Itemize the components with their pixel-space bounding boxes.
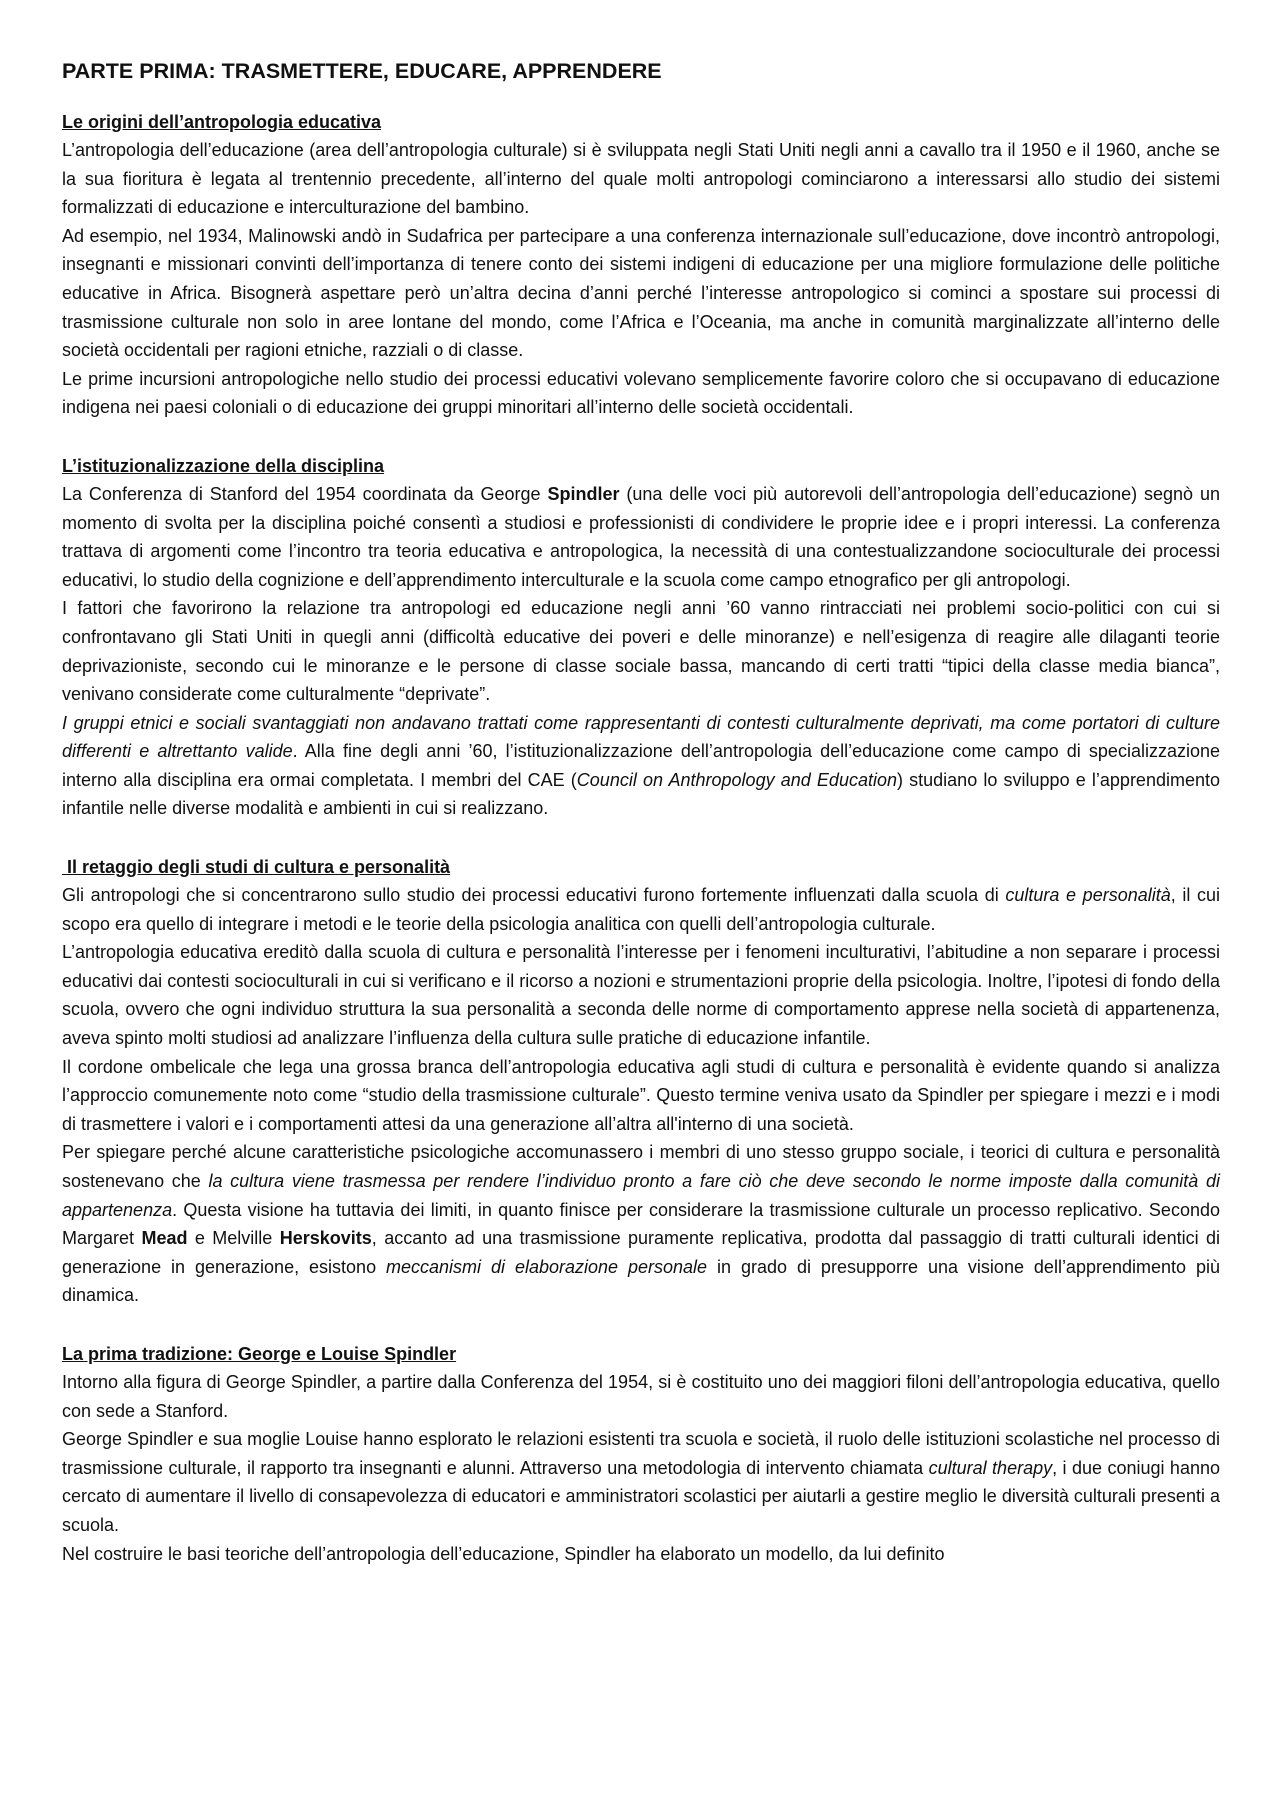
italic-text: la cultura viene trasmessa per rendere l’individuo pronto a fare ciò che deve secondo le norme imposte dalla comunità di appartenenza [62, 1171, 1220, 1220]
section [62, 452, 1220, 823]
bold-text: Herskovits [279, 1228, 372, 1249]
italic-text: Council on Anthropology and Education [576, 769, 897, 790]
document-title: PARTE PRIMA: TRASMETTERE, EDUCARE, APPRENDERE [62, 59, 662, 83]
paragraph [62, 881, 1220, 938]
section [62, 108, 1220, 422]
italic-text: I gruppi etnici e sociali svantaggiati non andavano trattati come rappresentanti di contesti culturalmente deprivati, ma come portatori di culture differenti e altrettanto valide [62, 712, 1220, 762]
text-run: Le origini dell’antropologia educativa [62, 112, 382, 132]
paragraph [62, 1053, 1220, 1139]
italic-text: meccanismi di elaborazione personale [386, 1256, 708, 1277]
italic-text: cultura e personalità [1005, 885, 1171, 906]
text-run: I fattori che favorirono la relazione tra antropologi ed educazione negli anni ’60 vanno rintracciati nei problemi socio-politici con cui si confrontavano gli Stati Uniti in quegli anni (difficoltà educative dei poveri e delle minoranze) e nell’esigenza di reagire alle dilaganti teorie deprivazioniste, secondo cui le minoranze e le persone di classe sociale bassa, mancando di certi tratti “tipici della classe media bianca”, venivano considerate come culturalmente “deprivate”. [62, 598, 1220, 705]
text-run: , i due coniugi hanno cercato di aumentare il livello di consapevolezza di educatori e amministratori scolastici per aiutarli a gestire meglio le diversità culturali presenti a scuola. [62, 1457, 1220, 1535]
section-heading [62, 853, 1220, 881]
text-run: . Alla fine degli anni ’60, l’istituzionalizzazione dell’antropologia dell’educazione come campo di specializzazione interno alla disciplina era ormai completata. I membri del CAE ( [62, 741, 1220, 790]
paragraph [62, 136, 1220, 222]
document-body [62, 108, 1220, 1568]
section-heading [62, 108, 1220, 136]
section [62, 1340, 1220, 1568]
text-run: L’antropologia educativa ereditò dalla scuola di cultura e personalità l’interesse per i fenomeni inculturativi, l’abitudine a non separare i processi educativi dai contesti socioculturali in cui si verificano e il ricorso a nozioni e strumentazioni proprie della psicologia. Inoltre, l’ipotesi di fondo della scuola, ovvero che ogni individuo struttura la sua personalità a seconda delle norme di comportamento apprese nella società di appartenenza, aveva spinto molti studiosi ad analizzare l’influenza della cultura sulle pratiche di educazione infantile. [62, 942, 1220, 1049]
italic-text: cultural therapy [928, 1457, 1053, 1478]
text-run: ) studiano lo sviluppo e l’apprendimento infantile nelle diverse modalità e ambienti in cui si realizzano. [62, 769, 1220, 819]
text-run: , il cui scopo era quello di integrare i metodi e le teorie della psicologia analitica con quelli dell’antropologia culturale. [62, 885, 1220, 934]
text-run: , accanto ad una trasmissione puramente replicativa, prodotta dal passaggio di tratti culturali identici di generazione in generazione, esistono [62, 1228, 1221, 1277]
paragraph [62, 1425, 1220, 1539]
text-run: Intorno alla figura di George Spindler, a partire dalla Conferenza del 1954, si è costituito uno dei maggiori filoni dell’antropologia educativa, quello con sede a Stanford. [62, 1371, 1220, 1421]
text-run: George Spindler e sua moglie Louise hanno esplorato le relazioni esistenti tra scuola e società, il ruolo delle istituzioni scolastiche nel processo di trasmissione culturale, il rapporto tra insegnanti e alunni. Attraverso una metodologia di intervento chiamata [62, 1429, 1220, 1478]
paragraph [62, 938, 1220, 1052]
bold-text: Spindler [547, 483, 620, 504]
text-run: Ad esempio, nel 1934, Malinowski andò in Sudafrica per partecipare a una conferenza internazionale sull’educazione, dove incontrò antropologi, insegnanti e missionari convinti dell’importanza di tenere conto dei sistemi indigeni di educazione per una migliore formulazione delle politiche educative in Africa. Bisognerà aspettare però un’altra decina d’anni perché l’interesse antropologico si cominci a spostare sui processi di trasmissione culturale non solo in aree lontane del mondo, come l’Africa e l’Oceania, ma anche in comunità marginalizzate all’interno delle società occidentali per ragioni etniche, razziali o di classe. [62, 225, 1220, 361]
paragraph [62, 480, 1220, 594]
text-run: L’antropologia dell’educazione (area dell’antropologia culturale) si è sviluppata negli Stati Uniti negli anni a cavallo tra il 1950 e il 1960, anche se la sua fioritura è legata al trentennio precedente, all’interno del quale molti antropologi cominciarono a interessarsi allo studio dei sistemi formalizzati di educazione e interculturazione del bambino. [62, 140, 1220, 218]
section-heading [62, 452, 1220, 480]
section-heading [62, 1340, 1220, 1368]
paragraph [62, 222, 1220, 365]
text-run: in grado di presupporre una visione dell’apprendimento più dinamica. [62, 1256, 1220, 1306]
paragraph [62, 365, 1220, 422]
paragraph [62, 594, 1220, 708]
text-run: L’istituzionalizzazione della disciplina [62, 455, 385, 476]
text-run: Il cordone ombelicale che lega una grossa branca dell’antropologia educativa agli studi di cultura e personalità è evidente quando si analizza l’approccio comunemente noto come “studio della trasmissione culturale”. Questo termine veniva usato da Spindler per spiegare i mezzi e i modi di trasmettere i valori e i comportamenti attesi da una generazione all’altra all'interno di una società. [62, 1056, 1220, 1134]
text-run: e Melville [187, 1228, 280, 1249]
text-run: Per spiegare perché alcune caratteristiche psicologiche accomunassero i membri di uno stesso gruppo sociale, i teorici di cultura e personalità sostenevano che [62, 1142, 1220, 1191]
text-run: . Questa visione ha tuttavia dei limiti, in quanto finisce per considerare la trasmissione culturale un processo replicativo. Secondo Margaret [62, 1199, 1220, 1249]
section [62, 853, 1220, 1310]
text-run: Gli antropologi che si concentrarono sullo studio dei processi educativi furono fortemente influenzati dalla scuola di [62, 885, 1006, 906]
italic-text: cultura e personalità [274, 857, 451, 878]
text-run: Nel costruire le basi teoriche dell’antropologia dell’educazione, Spindler ha elaborato un modello, da lui definito [62, 1543, 945, 1564]
text-run: La prima tradizione: George e Louise Spindler [62, 1343, 457, 1364]
paragraph [62, 1368, 1220, 1425]
text-run: La Conferenza di Stanford del 1954 coordinata da George [62, 483, 548, 504]
text-run: (una delle voci più autorevoli dell’antropologia dell’educazione) segnò un momento di svolta per la disciplina poiché consentì a studiosi e professionisti di condividere le proprie idee e i propri interessi. La conferenza trattava di argomenti come l’incontro tra teoria educativa e antropologica, la necessità di una contestualizzandone socioculturale dei processi educativi, lo studio della cognizione e dell’apprendimento interculturale e la scuola come campo etnografico per gli antropologi. [62, 483, 1220, 590]
text-run: Le prime incursioni antropologiche nello studio dei processi educativi volevano semplicemente favorire coloro che si occupavano di educazione indigena nei paesi coloniali o di educazione dei gruppi minoritari all’interno delle società occidentali. [62, 368, 1220, 418]
paragraph [62, 1138, 1220, 1310]
paragraph [62, 709, 1220, 823]
text-run: Il retaggio degli studi di [62, 857, 275, 878]
paragraph [62, 1540, 1220, 1569]
bold-text: Mead [141, 1228, 188, 1249]
